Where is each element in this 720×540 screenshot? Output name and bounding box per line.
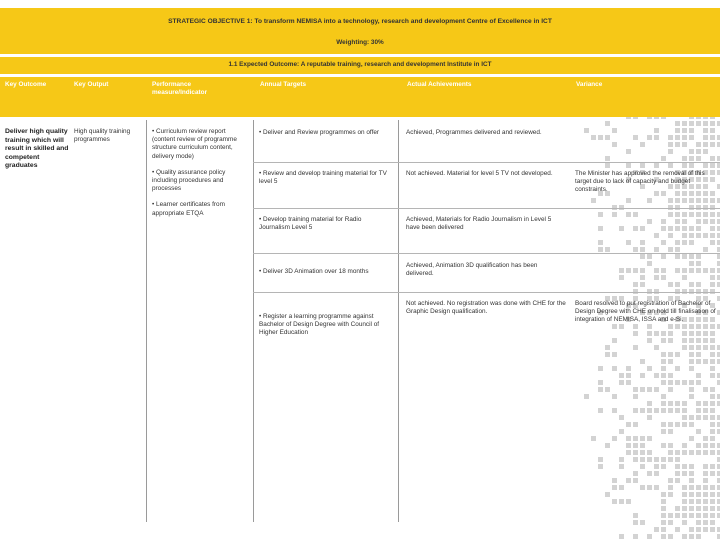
header-performance-measure: Performance measure/Indicator	[152, 81, 208, 96]
annual-target-cell: • Register a learning programme against Bachelor of Design Degree with Council of Higher Education	[259, 313, 380, 337]
performance-measure-list	[152, 128, 248, 226]
row-divider	[253, 162, 720, 163]
row-divider	[253, 208, 720, 209]
achievement-cell: Achieved, Materials for Radio Journalism in Level 5 have been delivered	[406, 216, 552, 232]
variance-cell: The Minister has approved the removal of this target due to lack of capacity and budget constraints.	[575, 170, 705, 194]
annual-target-cell: • Develop training material for Radio Journalism Level 5	[259, 216, 362, 232]
performance-measure-item: • Curriculum review report (content review of programme structure curriculum content, delivery mode)	[152, 128, 237, 160]
annual-target-cell: • Review and develop training material for TV level 5	[259, 170, 387, 186]
header-key-output: Key Output	[74, 81, 109, 88]
column-divider	[398, 120, 399, 522]
header-annual-targets: Annual Targets	[260, 81, 307, 88]
expected-outcome-title: 1.1 Expected Outcome: A reputable training, research and development Institute in ICT	[228, 61, 492, 68]
expected-outcome-band	[0, 57, 720, 74]
annual-target-cell: • Deliver 3D Animation over 18 months	[259, 268, 369, 275]
objective-band	[0, 8, 720, 54]
achievement-cell: Not achieved. Material for level 5 TV not developed.	[406, 170, 553, 177]
performance-measure-item: • Quality assurance policy including procedures and processes	[152, 168, 226, 193]
key-output-text: High quality training programmes	[74, 128, 131, 144]
key-outcome-text: Deliver high quality training which will result in skilled and competent graduates	[5, 128, 69, 170]
achievement-cell: Not achieved. No registration was done with CHE for the Graphic Design qualification.	[406, 300, 566, 316]
header-actual-achievements: Actual Achievements	[407, 81, 472, 88]
column-divider	[146, 120, 147, 522]
header-key-outcome: Key Outcome	[5, 81, 47, 88]
performance-measure-item: • Learner certificates from appropriate ETQA	[152, 201, 225, 217]
row-divider	[253, 253, 720, 254]
achievement-cell: Achieved, Animation 3D qualification has been delivered.	[406, 262, 538, 278]
strategic-objective-title: STRATEGIC OBJECTIVE 1: To transform NEMISA into a technology, research and development Centre of Excellence in ICT	[168, 18, 552, 25]
variance-cell: Board resolved to put registration of Bachelor of Design Degree with CHE on hold till finalisation of integration of NEMISA, ISSA and e-Si.	[575, 300, 716, 324]
header-variance: Variance	[576, 81, 603, 88]
achievement-cell: Achieved, Programmes delivered and reviewed.	[406, 129, 542, 136]
table-header-row	[0, 77, 720, 117]
annual-target-cell: • Deliver and Review programmes on offer	[259, 129, 380, 136]
row-divider	[253, 292, 720, 293]
weighting-label: Weighting: 30%	[336, 39, 384, 46]
column-divider	[253, 120, 254, 522]
